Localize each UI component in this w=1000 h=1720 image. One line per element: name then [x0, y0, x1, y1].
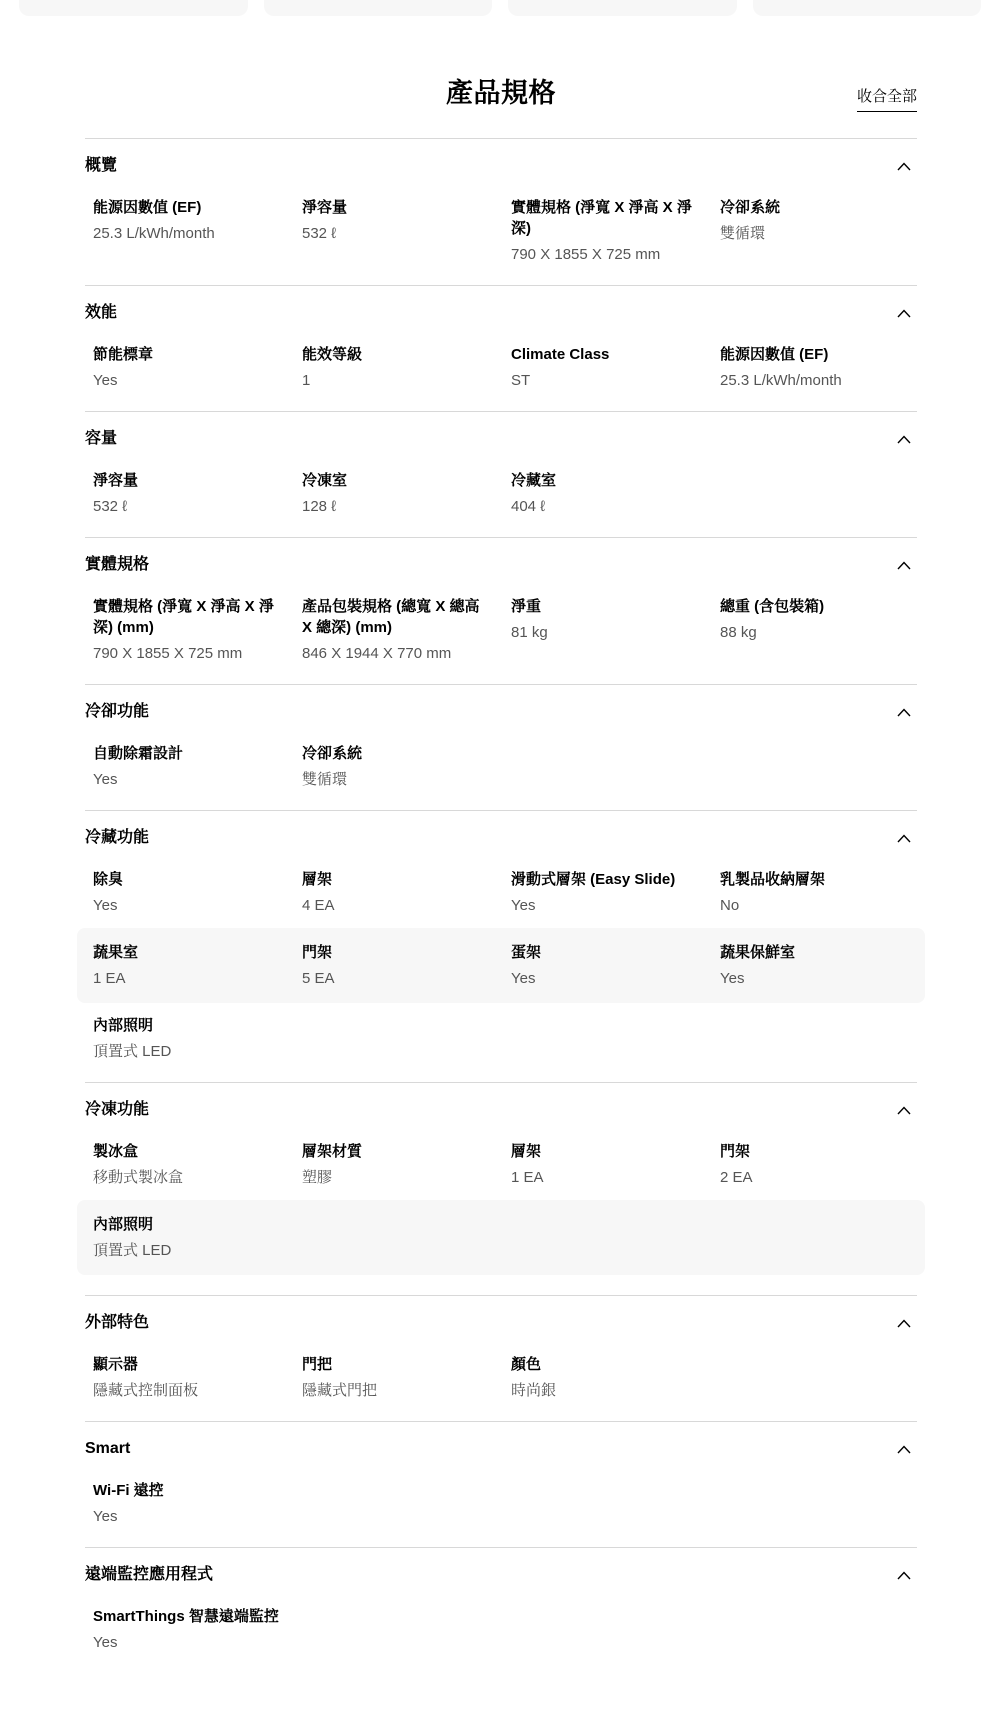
spec-row-highlight: [77, 928, 925, 1003]
spec-label: 自動除霜設計: [93, 745, 184, 762]
spec-section-1: [85, 285, 917, 411]
spec-item: [302, 743, 491, 790]
spec-item: [511, 869, 700, 916]
spec-item: [302, 197, 491, 265]
spec-item: [720, 344, 909, 391]
section-header[interactable]: [85, 554, 917, 576]
spec-row: [85, 344, 917, 391]
spec-item: [511, 596, 700, 664]
spec-label: Wi-Fi 遠控: [93, 1482, 164, 1499]
spec-item: [511, 344, 700, 391]
spec-value: 塑膠: [302, 1169, 333, 1186]
spec-item: [511, 197, 700, 265]
section-header[interactable]: [85, 302, 917, 324]
spec-item: [302, 1354, 491, 1401]
spec-item: [720, 1141, 909, 1188]
product-card[interactable]: [508, 0, 737, 16]
spec-label: SmartThings 智慧遠端監控: [93, 1608, 279, 1625]
spec-value: 隱藏式門把: [302, 1382, 378, 1399]
spec-section-5: [85, 810, 917, 1082]
product-card[interactable]: [264, 0, 493, 16]
product-card[interactable]: [19, 0, 248, 16]
chevron-up-icon: [897, 162, 911, 171]
spec-label: 門把: [302, 1356, 333, 1373]
spec-item: [93, 470, 282, 517]
spec-value: 790 X 1855 X 725 mm: [511, 246, 661, 263]
section-title: 冷卻功能: [85, 703, 150, 720]
product-card-strip: [0, 0, 1000, 16]
section-title: 外部特色: [85, 1314, 150, 1331]
spec-label: 滑動式層架 (Easy Slide): [511, 871, 676, 888]
spec-label: 內部照明: [93, 1017, 154, 1034]
spec-value: 81 kg: [511, 624, 548, 641]
section-rows: [85, 197, 917, 265]
spec-label: 顏色: [511, 1356, 542, 1373]
spec-title-bar: [85, 74, 917, 112]
spec-value: 雙循環: [302, 771, 348, 788]
spec-value: 隱藏式控制面板: [93, 1382, 199, 1399]
spec-value: 1 EA: [511, 1169, 544, 1186]
spec-item: [93, 344, 282, 391]
spec-value: 頂置式 LED: [93, 1043, 172, 1060]
collapse-all-button[interactable]: 收合全部: [857, 85, 917, 112]
spec-value: 128 ℓ: [302, 498, 337, 515]
spec-item: [511, 942, 700, 989]
spec-value: 532 ℓ: [302, 225, 337, 242]
spec-item: [93, 743, 282, 790]
section-title: 冷凍功能: [85, 1101, 150, 1118]
section-title: 實體規格: [85, 556, 150, 573]
spec-value: Yes: [93, 1634, 118, 1651]
spec-label: 層架: [302, 871, 333, 888]
spec-value: 5 EA: [302, 970, 335, 987]
chevron-up-icon: [897, 708, 911, 717]
chevron-up-icon: [897, 561, 911, 570]
spec-value: Yes: [720, 970, 745, 987]
section-header[interactable]: [85, 1099, 917, 1121]
section-title: 冷藏功能: [85, 829, 150, 846]
spec-label: 門架: [302, 944, 333, 961]
spec-item: [720, 197, 909, 265]
spec-label: 實體規格 (淨寬 X 淨高 X 淨深): [511, 199, 692, 237]
section-header[interactable]: [85, 1312, 917, 1334]
section-rows: [85, 470, 917, 517]
spec-value: 2 EA: [720, 1169, 753, 1186]
spec-value: Yes: [93, 897, 118, 914]
spec-label: 節能標章: [93, 346, 154, 363]
section-header[interactable]: [85, 701, 917, 723]
spec-item: [93, 1480, 282, 1527]
chevron-up-icon: [897, 1445, 911, 1454]
spec-label: 能效等級: [302, 346, 363, 363]
spec-item: [720, 869, 909, 916]
spec-item: [93, 1141, 282, 1188]
spec-value: 790 X 1855 X 725 mm: [93, 645, 243, 662]
spec-label: 門架: [720, 1143, 751, 1160]
spec-value: 846 X 1944 X 770 mm: [302, 645, 452, 662]
spec-value: Yes: [511, 970, 536, 987]
chevron-up-icon: [897, 1571, 911, 1580]
spec-section-2: [85, 411, 917, 537]
spec-label: 除臭: [93, 871, 124, 888]
spec-value: Yes: [93, 1508, 118, 1525]
spec-section-3: [85, 537, 917, 684]
spec-item: [302, 344, 491, 391]
section-rows: [85, 1354, 917, 1401]
spec-label: 能源因數值 (EF): [720, 346, 829, 363]
spec-label: 產品包裝規格 (總寬 X 總高 X 總深) (mm): [302, 598, 480, 636]
section-rows: [85, 1606, 917, 1653]
chevron-up-icon: [897, 834, 911, 843]
spec-row: [85, 1606, 917, 1653]
spec-row: [85, 1354, 917, 1401]
spec-row: [85, 197, 917, 265]
spec-item: [302, 470, 491, 517]
spec-row: [85, 596, 917, 664]
spec-label: 淨容量: [93, 472, 139, 489]
spec-section-7: [85, 1295, 917, 1421]
spec-label: 顯示器: [93, 1356, 139, 1373]
spec-label: 層架: [511, 1143, 542, 1160]
spec-value: 404 ℓ: [511, 498, 546, 515]
spec-label: 實體規格 (淨寬 X 淨高 X 淨深) (mm): [93, 598, 274, 636]
section-rows: [85, 869, 917, 1062]
section-header[interactable]: [85, 428, 917, 450]
spec-value: No: [720, 897, 740, 914]
spec-value: 25.3 L/kWh/month: [720, 372, 842, 389]
product-card[interactable]: [753, 0, 982, 16]
section-title: 概覽: [85, 157, 118, 174]
chevron-up-icon: [897, 1319, 911, 1328]
chevron-up-icon: [897, 1106, 911, 1115]
spec-section-9: [85, 1547, 917, 1673]
spec-label: 冷凍室: [302, 472, 348, 489]
section-header[interactable]: [85, 1564, 917, 1586]
spec-row-highlight: [77, 1200, 925, 1275]
section-title: 效能: [85, 304, 118, 321]
spec-value: 4 EA: [302, 897, 335, 914]
spec-item: [302, 942, 491, 989]
spec-value: 頂置式 LED: [93, 1242, 172, 1259]
spec-sections: [85, 138, 917, 1673]
spec-row: [85, 1141, 917, 1188]
spec-label: 製冰盒: [93, 1143, 139, 1160]
section-rows: [85, 1141, 917, 1275]
spec-label: 蔬果保鮮室: [720, 944, 796, 961]
spec-item: [93, 197, 282, 265]
spec-row: [85, 470, 917, 517]
section-title: Smart: [85, 1440, 131, 1457]
spec-value: 移動式製冰盒: [93, 1169, 184, 1186]
spec-row: [85, 1480, 917, 1527]
spec-item: [511, 1141, 700, 1188]
spec-label: 冷藏室: [511, 472, 557, 489]
spec-label: Climate Class: [511, 346, 610, 363]
section-title: 遠端監控應用程式: [85, 1566, 214, 1583]
spec-section-0: [85, 138, 917, 285]
spec-label: 蔬果室: [93, 944, 139, 961]
spec-item: [302, 869, 491, 916]
spec-label: 內部照明: [93, 1216, 154, 1233]
spec-section-6: [85, 1082, 917, 1295]
spec-row: [85, 869, 917, 916]
spec-value: 1: [302, 372, 311, 389]
spec-value: 1 EA: [93, 970, 126, 987]
spec-item: [93, 1015, 282, 1062]
spec-value: ST: [511, 372, 531, 389]
section-rows: [85, 596, 917, 664]
section-rows: [85, 344, 917, 391]
section-header[interactable]: [85, 1438, 917, 1460]
spec-label: 淨重: [511, 598, 542, 615]
spec-item: [93, 1214, 282, 1261]
spec-item: [720, 596, 909, 664]
spec-value: Yes: [511, 897, 536, 914]
spec-section-8: [85, 1421, 917, 1547]
spec-item: [302, 596, 491, 664]
page-title: 產品規格: [446, 78, 556, 108]
spec-item: [302, 1141, 491, 1188]
spec-item: [511, 1354, 700, 1401]
spec-item: [93, 869, 282, 916]
section-title: 容量: [85, 430, 118, 447]
spec-content: [85, 74, 917, 1673]
spec-item: [93, 1354, 282, 1401]
spec-item: [93, 942, 282, 989]
spec-label: 冷卻系統: [302, 745, 363, 762]
spec-label: 能源因數值 (EF): [93, 199, 202, 216]
section-header[interactable]: [85, 827, 917, 849]
spec-item: [93, 1606, 282, 1653]
spec-item: [720, 942, 909, 989]
spec-value: 88 kg: [720, 624, 757, 641]
spec-row: [85, 1015, 917, 1062]
spec-value: 25.3 L/kWh/month: [93, 225, 215, 242]
spec-label: 乳製品收納層架: [720, 871, 826, 888]
spec-value: Yes: [93, 771, 118, 788]
spec-value: 時尚銀: [511, 1382, 557, 1399]
spec-row: [85, 743, 917, 790]
spec-label: 冷卻系統: [720, 199, 781, 216]
section-header[interactable]: [85, 155, 917, 177]
section-rows: [85, 743, 917, 790]
spec-value: 532 ℓ: [93, 498, 128, 515]
section-rows: [85, 1480, 917, 1527]
chevron-up-icon: [897, 309, 911, 318]
spec-label: 蛋架: [511, 944, 542, 961]
spec-label: 層架材質: [302, 1143, 363, 1160]
spec-value: Yes: [93, 372, 118, 389]
spec-section-4: [85, 684, 917, 810]
spec-label: 淨容量: [302, 199, 348, 216]
spec-value: 雙循環: [720, 225, 766, 242]
spec-item: [511, 470, 700, 517]
spec-item: [93, 596, 282, 664]
chevron-up-icon: [897, 435, 911, 444]
spec-label: 總重 (含包裝箱): [720, 598, 825, 615]
